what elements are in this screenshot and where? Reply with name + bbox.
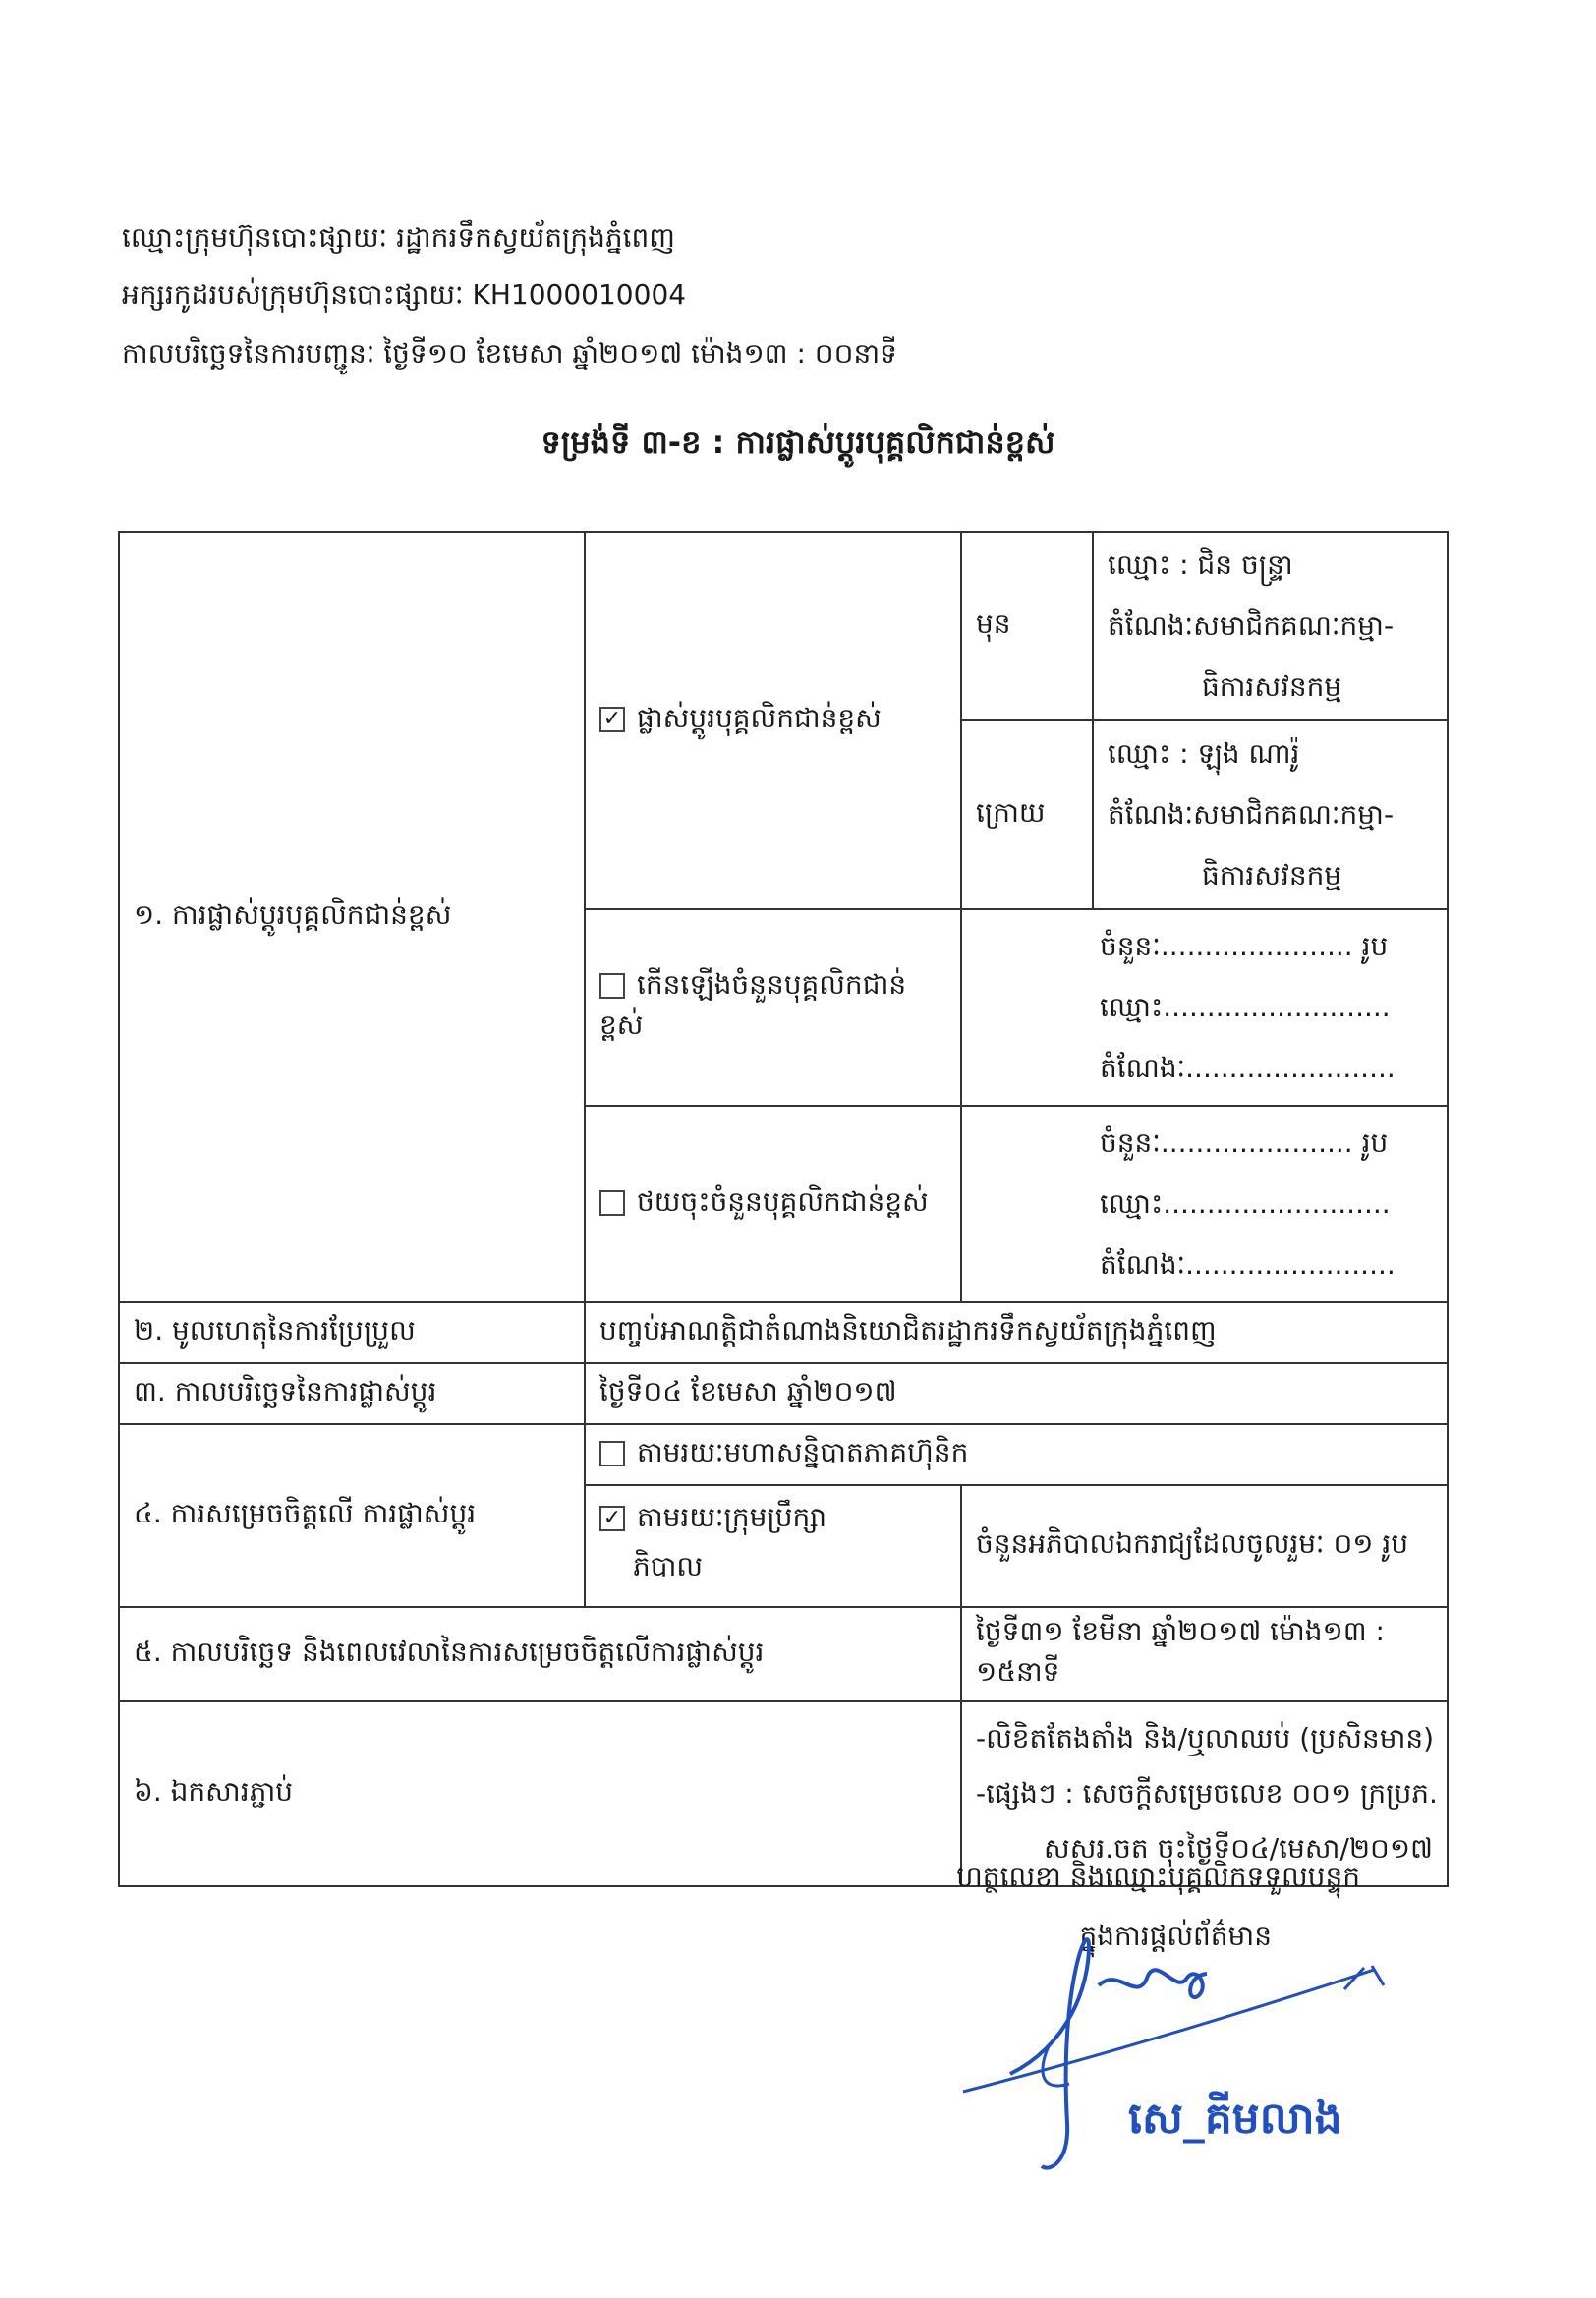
after-position-cont: ធិការសវនកម្ម (1202, 859, 1342, 891)
company-code: អក្សរកូដរបស់ក្រុមហ៊ុនបោះផ្សាយៈ KH1000010004 (122, 278, 687, 311)
shareholders-checkbox[interactable] (599, 1441, 625, 1466)
after-label: ក្រោយ (961, 720, 1093, 909)
shareholders-option (585, 1424, 1448, 1485)
increase-count: ចំនួនៈ...................... រូប (1100, 930, 1389, 962)
decrease-name: ឈ្មោះ.......................... (1100, 1187, 1391, 1220)
row4-label: ៤. ការសម្រេចចិត្តលើ ការផ្លាស់ប្តូរ (119, 1424, 585, 1607)
row5-value: ថ្ងៃទី៣១ ខែមីនា ឆ្នាំ២០១៧ ម៉ោង១៣ : ១៥នាទី (961, 1607, 1448, 1701)
row2-value: បញ្ចប់អាណត្តិជាតំណាងនិយោជិតរដ្ឋាករទឹកស្វយ័តក្រុងភ្នំពេញ (585, 1302, 1448, 1363)
after-position: តំណែងៈសមាជិកគណៈកម្មា- (1108, 798, 1395, 831)
row5-label: ៥. កាលបរិច្ឆេទ និងពេលវេលានៃការសម្រេចចិត្តលើការផ្លាស់ប្តូរ (119, 1607, 961, 1701)
row3-value: ថ្ងៃទី០៤ ខែមេសា ឆ្នាំ២០១៧ (585, 1363, 1448, 1424)
before-details (1093, 532, 1448, 720)
row6-label: ៦. ឯកសារភ្ជាប់ (119, 1701, 961, 1886)
board-option-label-cont: ភិបាល (633, 1549, 704, 1582)
after-name: ឈ្មោះ : ឡុង ណារ៉ូ (1108, 737, 1300, 770)
form-title: ទម្រង់ទី ៣-ខ : ការផ្លាស់ប្តូរបុគ្គលិកជាន់ខ្ពស់ (541, 424, 1055, 461)
increase-name: ឈ្មោះ.......................... (1100, 991, 1391, 1023)
signature-caption-cont: ក្នុងការផ្តល់ព័ត៌មាន (1079, 1920, 1272, 1952)
increase-checkbox[interactable] (599, 973, 625, 999)
before-position: តំណែងៈសមាជិកគណៈកម្មា- (1108, 609, 1395, 642)
signatory-name: សេ_គីមលាង (1128, 2094, 1342, 2144)
row1-label: ១. ការផ្លាស់ប្តូរបុគ្គលិកជាន់ខ្ពស់ (119, 532, 585, 1302)
change-checkbox[interactable]: ✓ (599, 707, 625, 732)
board-checkbox[interactable]: ✓ (599, 1506, 625, 1531)
before-name: ឈ្មោះ : ជិន ចន្ទ្រា (1108, 548, 1293, 581)
increase-option (585, 909, 961, 1106)
row3-label: ៣. កាលបរិច្ឆេទនៃការផ្លាស់ប្តូរ (119, 1363, 585, 1424)
before-position-cont: ធិការសវនកម្ម (1202, 670, 1342, 703)
shareholders-option-label: តាមរយៈមហាសន្និបាតភាគហ៊ុនិក (637, 1435, 969, 1468)
attachment-item-1: -លិខិតតែងតាំង និង/ឬលាឈប់ (ប្រសិនមាន) (976, 1722, 1435, 1754)
decrease-checkbox[interactable] (599, 1190, 625, 1216)
board-option-label: តាមរយៈក្រុមប្រឹក្សា (637, 1500, 827, 1533)
attachment-item-2: -ផ្សេងៗ : សេចក្តីសម្រេចលេខ ០០១ ក្រប្រភ. (976, 1777, 1438, 1810)
increase-details (961, 909, 1448, 1106)
decrease-option-label: ថយចុះចំនួនបុគ្គលិកជាន់ខ្ពស់ (637, 1184, 929, 1218)
form-table (118, 531, 1449, 1887)
company-name: ឈ្មោះក្រុមហ៊ុនបោះផ្សាយៈ រដ្ឋាករទឹកស្វយ័តក្រុងភ្នំពេញ (122, 221, 675, 254)
decrease-position: តំណែងៈ........................ (1100, 1248, 1396, 1281)
after-details (1093, 720, 1448, 909)
board-detail: ចំនួនអភិបាលឯករាជ្យដែលចូលរួមៈ ០១ រូប (961, 1485, 1448, 1607)
change-option-label: ផ្លាស់ប្តូរបុគ្គលិកជាន់ខ្ពស់ (637, 701, 882, 734)
attachment-item-3: សសរ.ចត ចុះថ្ងៃទី០៤/មេសា/២០១៧ (1044, 1832, 1433, 1865)
decrease-details (961, 1106, 1448, 1302)
signature-caption: ហត្ថលេខា និងឈ្មោះបុគ្គលិកទទួលបន្ទុក (956, 1861, 1360, 1893)
board-option (585, 1485, 961, 1607)
increase-option-label: កើនឡើងចំនួនបុគ្គលិកជាន់ខ្ពស់ (599, 968, 907, 1041)
decrease-count: ចំនួនៈ...................... រូប (1100, 1126, 1389, 1159)
before-label: មុន (961, 532, 1093, 720)
change-option (585, 532, 961, 909)
row2-label: ២. មូលហេតុនៃការប្រែប្រួល (119, 1302, 585, 1363)
decrease-option (585, 1106, 961, 1302)
submission-date: កាលបរិច្ឆេទនៃការបញ្ជូនៈ ថ្ងៃទី១០ ខែមេសា ឆ្នាំ២០១៧ ម៉ោង១៣ : ០០នាទី (122, 337, 897, 370)
increase-position: តំណែងៈ........................ (1100, 1052, 1396, 1084)
